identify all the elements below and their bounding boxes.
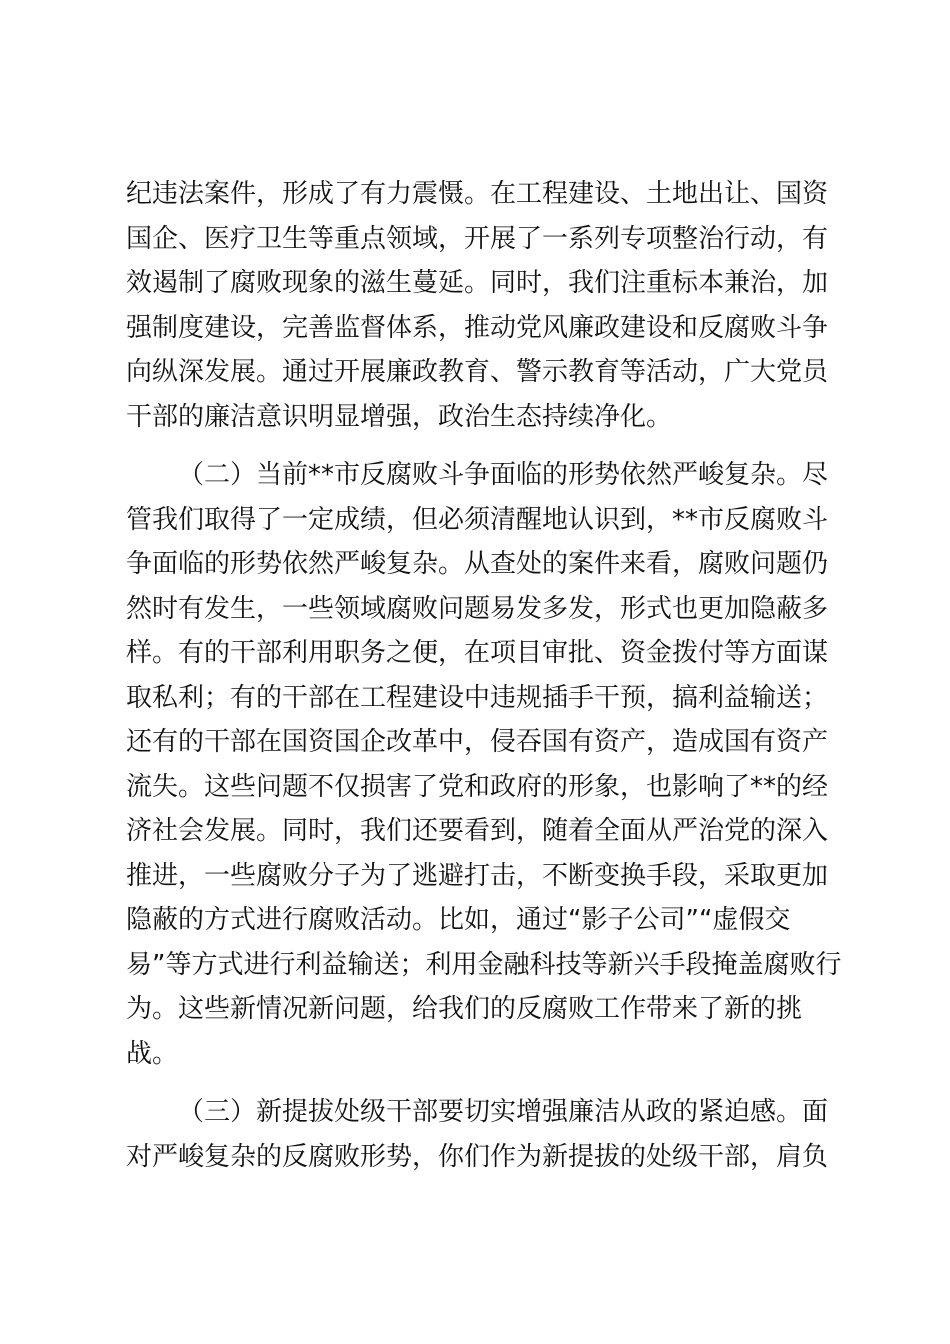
text-line: 强制度建设，完善监督体系，推动党风廉政建设和反腐败斗争 [126, 312, 829, 343]
text-line: 隐蔽的方式进行腐败活动。比如，通过“影子公司”“虚假交 [126, 905, 791, 935]
text-line: 流失。这些问题不仅损害了党和政府的形象，也影响了**的经 [126, 771, 829, 802]
text-line-indented: （二）当前**市反腐败斗争面临的形势依然严峻复杂。尽 [178, 460, 829, 490]
text-line: 战。 [126, 1038, 179, 1069]
paragraph-1 [126, 172, 830, 439]
text-line: 济社会发展。同时，我们还要看到，随着全面从严治党的深入 [126, 816, 829, 846]
text-line: 样。有的干部利用职务之便，在项目审批、资金拨付等方面谋 [126, 638, 829, 668]
paragraph-gap [126, 439, 830, 453]
text-line: 取私利；有的干部在工程建设中违规插手干预，搞利益输送； [126, 682, 829, 713]
paragraph-3 [126, 1090, 830, 1179]
text-line: 推进，一些腐败分子为了逃避打击，不断变换手段，采取更加 [126, 860, 829, 891]
document-body [126, 172, 842, 1179]
text-line: 易”等方式进行利益输送；利用金融科技等新兴手段掩盖腐败行 [126, 949, 842, 980]
text-line: 为。这些新情况新问题，给我们的反腐败工作带来了新的挑 [126, 994, 803, 1024]
text-line: 国企、医疗卫生等重点领域，开展了一系列专项整治行动，有 [126, 223, 829, 254]
text-line: 干部的廉洁意识明显增强，政治生态持续净化。 [126, 401, 673, 432]
text-line-indented: （三）新提拔处级干部要切实增强廉洁从政的紧迫感。面 [178, 1097, 829, 1127]
text-line: 还有的干部在国资国企改革中，侵吞国有资产，造成国有资产 [126, 727, 829, 757]
text-line: 效遏制了腐败现象的滋生蔓延。同时，我们注重标本兼治，加 [126, 268, 829, 298]
text-line: 争面临的形势依然严峻复杂。从查处的案件来看，腐败问题仍 [126, 549, 829, 579]
text-line: 管我们取得了一定成绩，但必须清醒地认识到，**市反腐败斗 [126, 504, 829, 535]
text-line: 向纵深发展。通过开展廉政教育、警示教育等活动，广大党员 [126, 357, 829, 387]
paragraph-2 [126, 453, 842, 1076]
text-line: 然时有发生，一些领域腐败问题易发多发，形式也更加隐蔽多 [126, 593, 829, 624]
text-line: 对严峻复杂的反腐败形势，你们作为新提拔的处级干部，肩负 [126, 1141, 829, 1172]
text-line: 纪违法案件，形成了有力震慑。在工程建设、土地出让、国资 [126, 179, 829, 209]
paragraph-gap [126, 1076, 830, 1090]
